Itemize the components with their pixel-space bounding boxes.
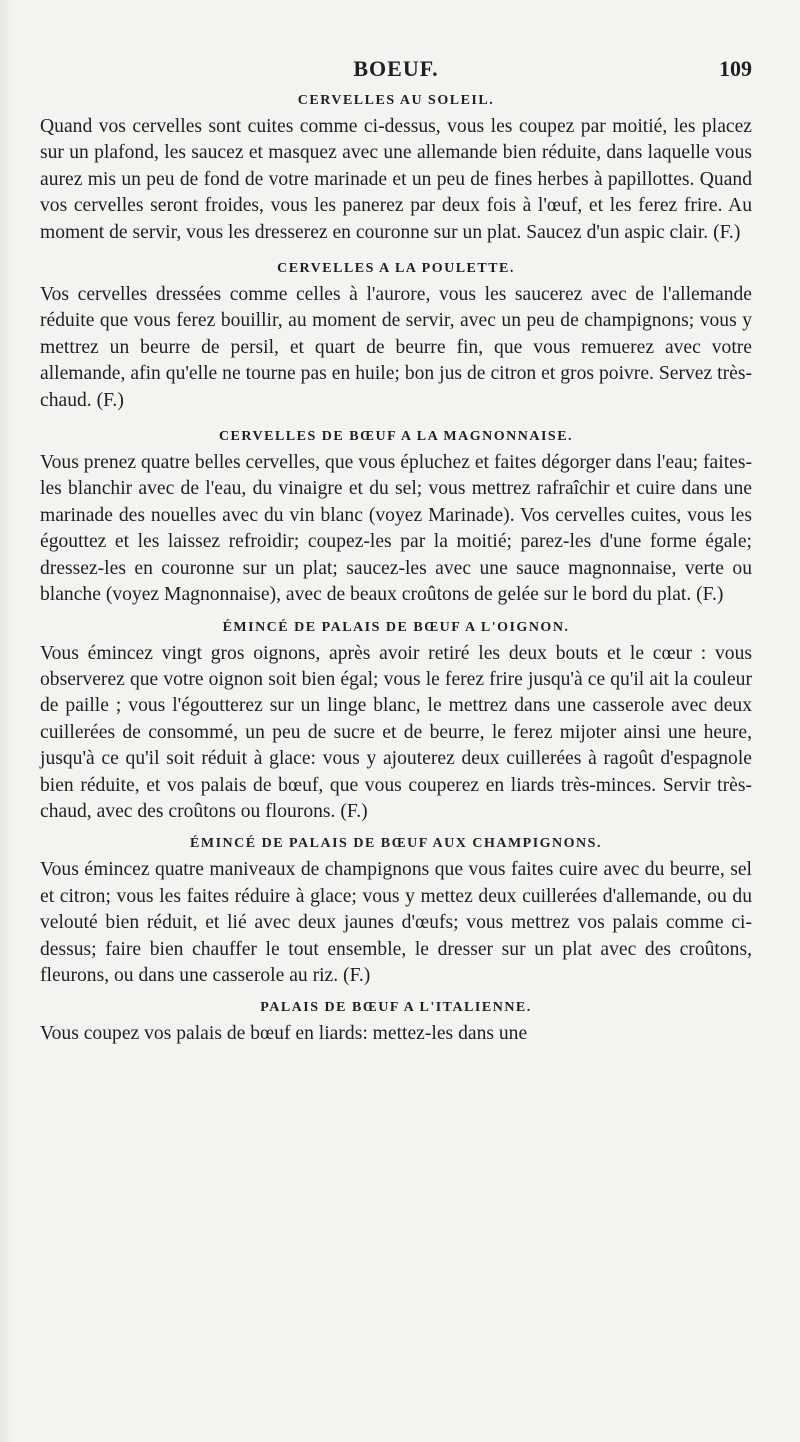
recipe-section	[40, 995, 752, 1047]
recipe-section	[40, 424, 752, 608]
recipe-section	[40, 256, 752, 414]
book-page	[40, 0, 752, 1442]
recipe-text: Vous coupez vos palais de bœuf en liards: mettez-les dans une	[40, 1023, 528, 1045]
recipe-text: Vos cervelles dressées comme celles à l'aurore, vous les saucerez avec de l'allemande réduite que vous ferez bouillir, au moment de servir, avec un peu de champignons; vous y mettrez un beurre de persil, et quart de beurre fin, que vous remuerez avec votre allemande, afin qu'elle ne tourne pas en huile; bon jus de citron et gros poivre. Servez très-chaud. (F.)	[40, 284, 752, 411]
recipe-section	[40, 88, 752, 246]
recipe-section	[40, 831, 752, 989]
recipe-text: Vous émincez vingt gros oignons, après avoir retiré les deux bouts et le cœur : vous observerez que votre oignon soit bien égal; vous le ferez frire jusqu'à ce qu'il ait la couleur de paille ; vous l'égoutterez sur un linge blanc, le mettrez dans une casserole avec deux cuillerées de consommé, un peu de sucre et de beurre, le ferez mijoter ainsi une heure, jusqu'à ce qu'il soit réduit à glace: vous y ajouterez deux cuillerées à ragoût d'espagnole bien réduite, et vos palais de bœuf, que vous couperez en liards très-minces. Servir très-chaud, avec des croûtons ou flourons. (F.)	[40, 642, 752, 822]
recipe-text: Quand vos cervelles sont cuites comme ci-dessus, vous les coupez par moitié, les placez sur un plafond, les saucez et masquez avec une allemande bien réduite, dans laquelle vous aurez mis un peu de fond de votre marinade et un peu de fines herbes à papillottes. Quand vos cervelles seront froides, vous les panerez par deux fois à l'œuf, et les ferez frire. Au moment de servir, vous les dresserez en couronne sur un plat. Saucez d'un aspic clair. (F.)	[40, 116, 752, 243]
recipe-text: Vous prenez quatre belles cervelles, que vous épluchez et faites dégorger dans l'eau; faites-les blanchir avec de l'eau, du vinaigre et du sel; vous mettrez rafraîchir et cuire dans une marinade des nouelles avec du vin blanc (voyez Marinade). Vos cervelles cuites, vous les égouttez et les laissez refroidir; coupez-les par la moitié; parez-les d'une forme égale; dressez-les en couronne sur un plat; saucez-les avec une sauce magnonnaise, verte ou blanche (voyez Magnonnaise), avec de beaux croûtons de gelée sur le bord du plat. (F.)	[40, 452, 752, 606]
recipe-heading: ÉMINCÉ DE PALAIS DE BŒUF AUX CHAMPIGNONS.	[190, 836, 602, 852]
page-number: 109	[719, 56, 752, 81]
recipe-section	[40, 615, 752, 826]
page-edge-shadow	[0, 0, 14, 1442]
recipe-heading: CERVELLES AU SOLEIL.	[297, 93, 495, 108]
recipe-text: Vous émincez quatre maniveaux de champignons que vous faites cuire avec du beurre, sel et citron; vous les faites réduire à glace; vous y mettez deux cuillerées d'allemande, ou du velouté bien réduit, et lié avec deux jaunes d'œufs; vous mettrez vos palais comme ci-dessus; faire bien chauffer le tout ensemble, le dresser sur un plat avec des croûtons, fleurons, ou dans une casserole au riz. (F.)	[40, 859, 752, 986]
recipe-heading: CERVELLES DE BŒUF A LA MAGNONNAISE.	[218, 429, 574, 445]
recipe-heading: CERVELLES A LA POULETTE.	[277, 261, 515, 277]
running-title: BOEUF.	[353, 56, 439, 81]
page-header	[40, 0, 752, 88]
recipe-heading: ÉMINCÉ DE PALAIS DE BŒUF A L'OIGNON.	[222, 619, 570, 635]
recipe-heading: PALAIS DE BŒUF A L'ITALIENNE.	[260, 1000, 532, 1016]
